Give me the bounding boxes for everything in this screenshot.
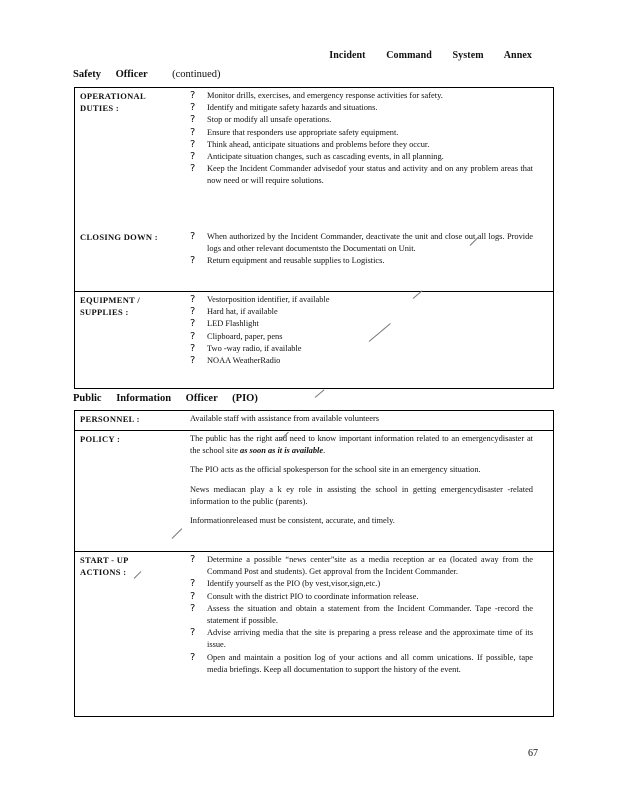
list-item: ? Consult with the district PIO to coordinate information release. [190, 590, 419, 602]
operational-duties-row [75, 88, 553, 229]
list-item: ? When authorized by the Incident Commander, deactivate the unit and close out all logs. Provide logs and other relevant documentsto the Documentati on Unit. [190, 231, 533, 255]
bullet-icon: ? [190, 330, 196, 342]
list-item: ? Identify yourself as the PIO (by vest,visor,sign,etc.) [190, 578, 381, 590]
equipment-supplies-row [75, 291, 553, 389]
bullet-icon: ? [190, 90, 196, 101]
bullet-icon: ? [190, 163, 196, 175]
list-item: ? Determine a possible “news center”site as a media reception ar ea (located away from the Command Post and students). Get approval from the Incident Commander. [190, 554, 533, 578]
operational-duties-label: OPERATIONAL DUTIES : [80, 91, 146, 113]
personnel-label: PERSONNEL : [80, 414, 140, 424]
equipment-supplies-list [190, 294, 533, 367]
scan-artifact-stroke [315, 389, 325, 397]
policy-paragraph: Informationreleased must be consistent, accurate, and timely. [190, 516, 395, 526]
bullet-icon: ? [190, 114, 196, 126]
operational-duties-list [190, 90, 533, 188]
closing-down-content [190, 229, 553, 291]
pio-title: Public Information Officer (PIO) [73, 393, 258, 404]
closing-down-list [190, 231, 533, 268]
list-item: ? Two -way radio, if available [190, 342, 302, 354]
list-item: ? Open and maintain a position log of your actions and all comm unications. If possible, tape media briefings. Keep all documentation to support the history of the event. [190, 652, 533, 676]
list-item: ? Clipboard, paper, pens [190, 330, 283, 342]
list-item: ? Vestorposition identifier, if available [190, 294, 330, 305]
list-item: ? Keep the Incident Commander advisedof your status and activity and on any problem areas that now need or will require solutions. [190, 163, 533, 187]
bullet-icon: ? [190, 255, 196, 267]
list-item: ? Assess the situation and obtain a statement from the Incident Commander. Tape -record the statement if possible. [190, 603, 533, 627]
bullet-icon: ? [190, 306, 196, 318]
startup-actions-row [75, 551, 553, 718]
safety-title-text: Safety Officer [73, 69, 148, 80]
list-item: ? Return equipment and reusable supplies to Logistics. [190, 255, 385, 267]
bullet-icon: ? [190, 651, 196, 663]
bullet-icon: ? [190, 231, 196, 242]
operational-duties-content [190, 88, 553, 229]
list-item: ? Ensure that responders use appropriate safety equipment. [190, 126, 399, 138]
equipment-supplies-content [190, 292, 553, 389]
policy-paragraph: The public has the right and need to know important information related to an emergencydisaster at the school site as soon as it is available. [190, 434, 533, 456]
startup-actions-label: START - UP ACTIONS : [80, 555, 129, 577]
policy-content [190, 431, 553, 551]
list-item: ? Think ahead, anticipate situations and problems before they occur. [190, 138, 430, 150]
list-item: ? Anticipate situation changes, such as cascading events, in all planning. [190, 151, 444, 163]
bullet-icon: ? [190, 102, 196, 114]
list-item: ? Hard hat, if available [190, 306, 278, 318]
personnel-content [190, 411, 553, 430]
bullet-icon: ? [190, 602, 196, 614]
policy-paragraph: The PIO acts as the official spokesperson for the school site in an emergency situation. [190, 465, 481, 475]
list-item: ? Identify and mitigate safety hazards and situations. [190, 102, 378, 114]
bullet-icon: ? [190, 627, 196, 639]
safety-subtitle: (continued) [172, 69, 221, 80]
page-number: 67 [528, 748, 538, 759]
list-item: ? NOAA WeatherRadio [190, 355, 281, 367]
bullet-icon: ? [190, 342, 196, 354]
list-item: ? Stop or modify all unsafe operations. [190, 114, 332, 126]
closing-down-label: CLOSING DOWN : [80, 232, 158, 242]
pio-table [74, 410, 554, 717]
bullet-icon: ? [190, 126, 196, 138]
bullet-icon: ? [190, 554, 196, 565]
personnel-row [75, 411, 553, 430]
list-item: ? Monitor drills, exercises, and emergency response activities for safety. [190, 90, 443, 101]
list-item: ? Advise arriving media that the site is preparing a press release and the approximate time of its issue. [190, 627, 533, 651]
list-item: ? LED Flashlight [190, 318, 259, 330]
bullet-icon: ? [190, 590, 196, 602]
document-header: Incident Command System Annex [329, 50, 532, 61]
personnel-text: Available staff with assistance from available volunteers [190, 414, 379, 423]
bullet-icon: ? [190, 138, 196, 150]
policy-paragraph: News mediacan play a k ey role in assisting the school in getting emergencydisaster -related information to the public (parents). [190, 484, 533, 506]
startup-actions-content [190, 552, 553, 718]
bullet-icon: ? [190, 294, 196, 305]
policy-row [75, 430, 553, 551]
policy-label: POLICY : [80, 434, 121, 444]
startup-actions-list [190, 554, 533, 676]
closing-down-row [75, 229, 553, 291]
equipment-supplies-label: EQUIPMENT / SUPPLIES : [80, 295, 141, 317]
bullet-icon: ? [190, 578, 196, 590]
bullet-icon: ? [190, 355, 196, 367]
bullet-icon: ? [190, 318, 196, 330]
bullet-icon: ? [190, 151, 196, 163]
safety-officer-table [74, 87, 554, 389]
emphasis-text: as soon as it is available [240, 446, 324, 456]
safety-officer-title [73, 69, 221, 80]
